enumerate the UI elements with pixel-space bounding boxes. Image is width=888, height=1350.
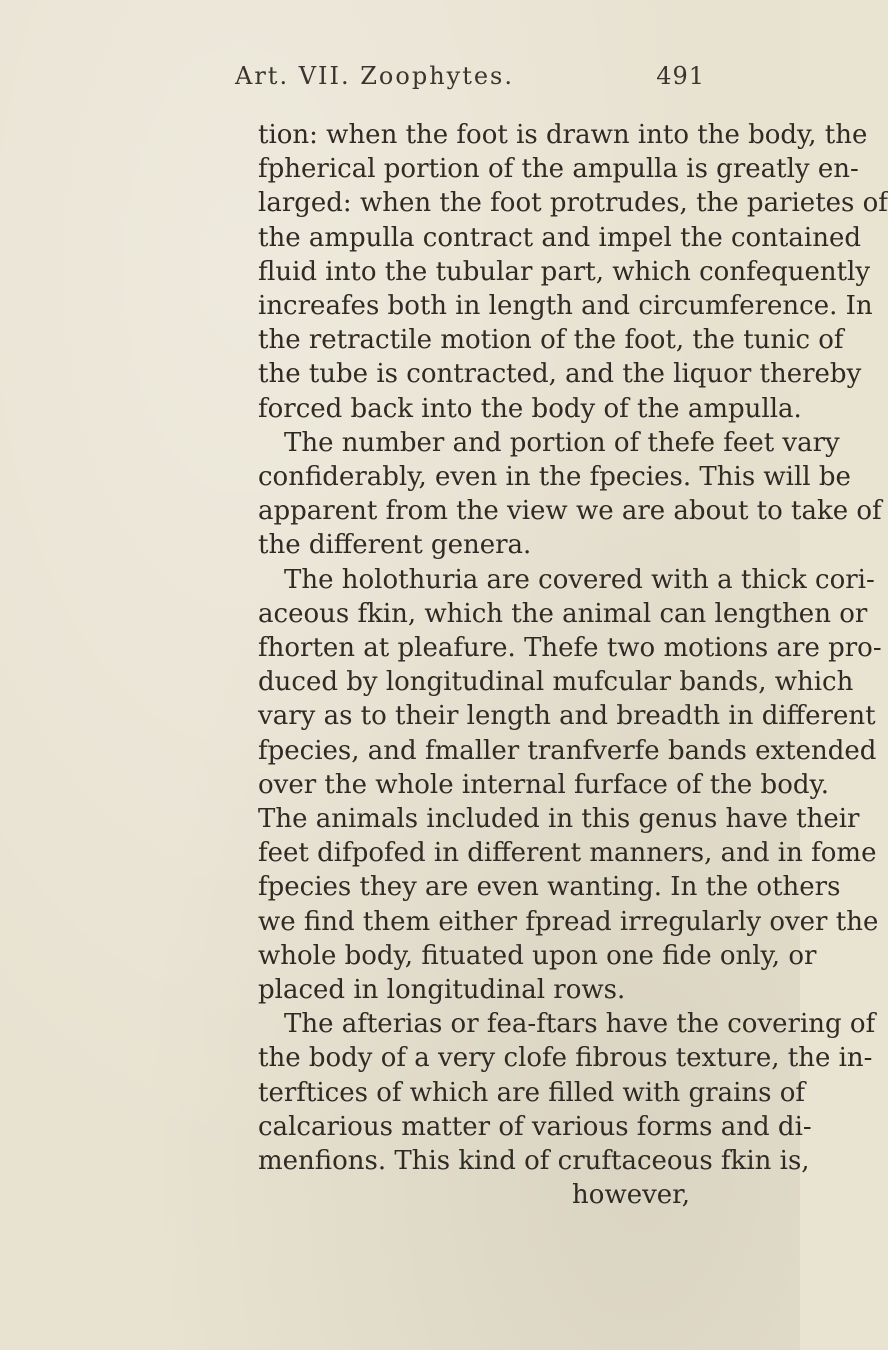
- text-line: the retractile motion of the foot, the tunic of: [258, 325, 844, 356]
- text-line: over the whole internal furface of the body.: [258, 769, 829, 800]
- text-line: fhorten at pleafure. Thefe two motions are pro-: [258, 633, 882, 664]
- body-text: [258, 118, 888, 1213]
- text-line: duced by longitudinal mufcular bands, which: [258, 667, 854, 698]
- text-line: feet difpofed in different manners, and in fome: [258, 838, 877, 869]
- text-line: we find them either fpread irregularly over the: [258, 906, 879, 937]
- section-title: Art. VII. Zoophytes.: [235, 62, 515, 90]
- catchword: however,: [572, 1180, 690, 1211]
- text-line: tion: when the foot is drawn into the body, the: [258, 120, 868, 150]
- text-line: vary as to their length and breadth in different: [258, 701, 876, 732]
- text-line: menfions. This kind of cruftaceous fkin is,: [258, 1146, 810, 1177]
- text-line: terftices of which are filled with grains of: [258, 1077, 806, 1108]
- text-line: aceous fkin, which the animal can lengthen or: [258, 598, 868, 629]
- text-line: confiderably, even in the fpecies. This will be: [258, 462, 851, 493]
- text-line: the ampulla contract and impel the contained: [258, 222, 861, 253]
- text-line: the different genera.: [258, 530, 532, 561]
- text-line: fpecies, and fmaller tranfverfe bands extended: [258, 735, 877, 766]
- text-line: the body of a very clofe fibrous texture, the in-: [258, 1043, 873, 1074]
- text-line: fpherical portion of the ampulla is greatly en-: [258, 154, 859, 185]
- text-line: fpecies they are even wanting. In the others: [258, 872, 841, 903]
- text-line: fluid into the tubular part, which confequently: [258, 256, 871, 287]
- text-line: The holothuria are covered with a thick cori-: [284, 564, 875, 595]
- text-line: The number and portion of thefe feet vary: [284, 427, 840, 458]
- text-line: apparent from the view we are about to take of: [258, 496, 882, 527]
- text-line: The animals included in this genus have their: [258, 804, 860, 835]
- page-number: 491: [656, 62, 705, 90]
- text-line: larged: when the foot protrudes, the parietes of: [258, 188, 888, 219]
- running-head: [235, 62, 705, 96]
- text-line: whole body, fituated upon one fide only, or: [258, 940, 817, 971]
- text-line: forced back into the body of the ampulla.: [258, 393, 802, 424]
- text-line: calcarious matter of various forms and di-: [258, 1111, 812, 1142]
- text-line: placed in longitudinal rows.: [258, 975, 626, 1006]
- text-line: increafes both in length and circumference. In: [258, 291, 873, 322]
- text-line: the tube is contracted, and the liquor thereby: [258, 359, 862, 390]
- text-line: The afterias or fea-ftars have the covering of: [284, 1009, 876, 1040]
